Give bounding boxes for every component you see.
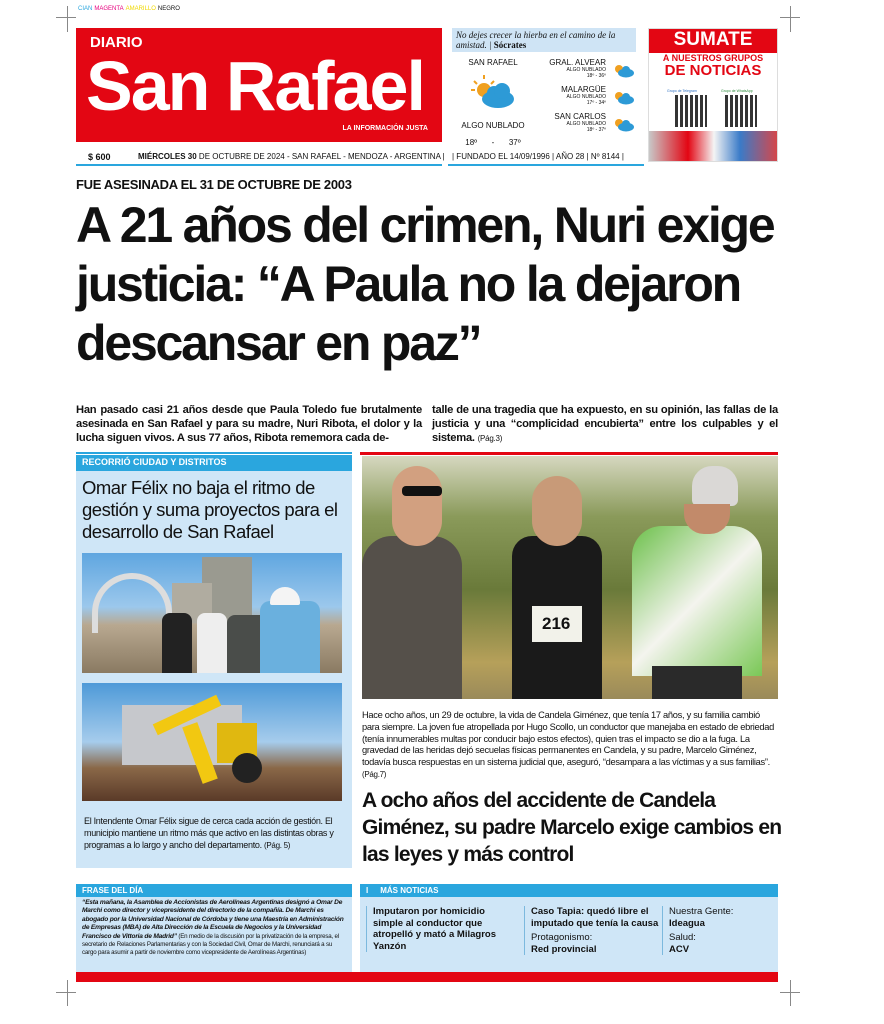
page-ref: (Pág. 5) <box>264 841 291 850</box>
crop-mark <box>790 980 791 1006</box>
left-story-title[interactable]: Omar Félix no baja el ritmo de gestión y suma proyectos para el desarrollo de San Rafael <box>82 477 338 542</box>
telegram-label: Grupo de Telegram <box>667 89 697 93</box>
more-news-sublabel: Protagonismo: <box>531 932 593 943</box>
second-story-headline[interactable]: A ocho años del accidente de Candela Giménez, su padre Marcelo exige cambios en las leyes y más control <box>362 789 782 866</box>
masthead-title: San Rafael <box>86 47 424 125</box>
more-news-sublabel: Salud: <box>669 932 696 943</box>
second-story-caption: Hace ocho años, un 29 de octubre, la vida de Candela Giménez, que tenía 17 años, y su familia cambió para siempre. La joven fue atropellada por Hugo Scollo, un conductor que manejaba en estado de ebriedad (tenía innumerables multas por conducir bajo estos efectos), quien tras el impacto se dio a la fuga. La gravedad de las heridas dejó secuelas físicas permanentes en Candela, y su padre, Marcelo Giménez, todavía busca respuestas en un sistema judicial que, aseguró, “desampara a las víctimas y a sus familias”. <box>362 710 775 768</box>
partly-cloudy-icon <box>612 116 634 132</box>
quote-of-day: No dejes crecer la hierba en el camino de la amistad. | Sócrates <box>452 28 636 52</box>
weather-city-range: 18º - 37º <box>586 127 606 133</box>
divider <box>76 164 442 166</box>
weather-city-name: GRAL. ALVEAR <box>549 58 606 67</box>
crop-mark <box>67 6 68 32</box>
more-news-item[interactable] <box>524 906 660 955</box>
more-news-item[interactable] <box>662 906 772 955</box>
weather-list <box>532 58 636 139</box>
masthead[interactable] <box>76 28 442 142</box>
crop-mark <box>790 6 791 32</box>
mas-noticias-label: MÁS NOTICIAS <box>380 886 439 895</box>
cmyk-magenta: MAGENTA <box>94 6 124 12</box>
lead-body-col2: talle de una tragedia que ha expuesto, en su opinión, las fallas de la justicia y una “complicidad encubierta” entre los culpables y el sistema. <box>432 404 778 444</box>
weather-main-max: 37º <box>508 138 521 147</box>
whatsapp-label: Grupo de WhatsApp <box>721 89 753 93</box>
weather-city <box>532 58 636 85</box>
crop-mark <box>56 992 76 993</box>
page-ref: (Pág.7) <box>362 769 387 779</box>
left-story-label: RECORRIÓ CIUDAD Y DISTRITOS <box>76 455 352 471</box>
whatsapp-qr-code[interactable] <box>725 95 757 127</box>
bib-number: 216 <box>542 614 571 633</box>
more-news-title: Imputaron por homicidio simple al conductor que atropelló y mató a Milagros Yanzón <box>373 906 496 952</box>
lead-kicker: FUE ASESINADA EL 31 DE OCTUBRE DE 2003 <box>76 177 352 192</box>
construction-photo <box>82 553 342 673</box>
backhoe-photo <box>82 683 342 801</box>
mas-noticias-header: I MÁS NOTICIAS <box>360 884 778 897</box>
weather-city-range: 17º - 34º <box>586 100 606 106</box>
weather-city-name: MALARGÜE <box>561 85 606 94</box>
more-news-label: Nuestra Gente: <box>669 906 734 917</box>
more-news-subvalue: ACV <box>669 943 690 955</box>
divider <box>448 164 644 166</box>
founded-info: | FUNDADO EL 14/09/1996 | AÑO 28 | Nº 8144 | <box>452 152 624 161</box>
weather-city-condition: ALGO NUBLADO <box>566 67 606 73</box>
cmyk-black: NEGRO <box>157 6 180 12</box>
crop-mark <box>56 17 76 18</box>
promo-subtitle: A NUESTROS GRUPOS <box>662 53 764 63</box>
frase-del-dia <box>76 884 352 972</box>
lead-headline[interactable]: A 21 años del crimen, Nuri exige justicia: “A Paula no la dejaron descansar en paz” <box>76 197 774 371</box>
more-news-value: Ideagua <box>669 917 705 929</box>
runners-photo <box>362 456 778 699</box>
frase-context: (En medio de la discusión por la privatización de la empresa, el secretario de Relaciones Parlamentarias y con la Sociedad Civil, Omar de Marchi, renunciará a su cargo para asumir a partir de noviembre como vicepresidente de Aerolíneas Argentinas) <box>82 932 339 957</box>
weather-city-name: SAN CARLOS <box>554 112 606 121</box>
weather-main-city: SAN RAFAEL <box>468 58 518 67</box>
quote-text: No dejes crecer la hierba en el camino de la amistad. <box>456 30 616 50</box>
partly-cloudy-icon <box>470 73 516 109</box>
telegram-qr-code[interactable] <box>675 95 707 127</box>
weather-city-condition: ALGO NUBLADO <box>566 94 606 100</box>
more-news-subvalue: Red provincial <box>531 943 597 955</box>
quote-author: Sócrates <box>493 40 527 50</box>
date-day: MIÉRCOLES 30 <box>138 152 197 161</box>
date-rest: DE OCTUBRE DE 2024 - SAN RAFAEL - MENDOZA - ARGENTINA | <box>198 152 445 161</box>
more-news-item[interactable] <box>366 906 516 952</box>
partly-cloudy-icon <box>612 89 634 105</box>
price: $ 600 <box>88 152 111 162</box>
left-story-caption: El Intendente Omar Félix sigue de cerca cada acción de gestión. El municipio mantiene un ritmo más que activo en las distintas obras y programas a lo largo y ancho del departamento. <box>84 816 334 850</box>
promo-subtitle2: DE NOTICIAS <box>664 62 762 79</box>
crop-mark <box>67 980 68 1006</box>
divider <box>76 452 352 454</box>
weather-main-condition: ALGO NUBLADO <box>461 121 525 130</box>
color-bar <box>78 6 182 12</box>
more-news-title: Caso Tapia: quedó libre el imputado que tenía la causa <box>531 906 659 929</box>
weather-city-range: 18º - 36º <box>586 73 606 79</box>
weather-main: SAN RAFAEL ALGO NUBLADO 18º - 37º <box>458 58 528 147</box>
cmyk-yellow: AMARILLO <box>125 6 156 12</box>
weather-city <box>532 85 636 112</box>
cmyk-cyan: CIAN <box>78 6 93 12</box>
promo-title: SUMATE <box>649 29 777 53</box>
masthead-tagline: LA INFORMACIÓN JUSTA <box>342 125 428 132</box>
weather-box <box>452 28 636 148</box>
weather-city-condition: ALGO NUBLADO <box>566 121 606 127</box>
left-story[interactable] <box>76 455 352 868</box>
masthead-pre: DIARIO <box>90 34 143 51</box>
partly-cloudy-icon <box>612 62 634 78</box>
weather-city <box>532 112 636 139</box>
footer-bar <box>76 972 778 982</box>
lead-body-col1: Han pasado casi 21 años desde que Paula Toledo fue brutalmente asesinada en San Rafael y para su madre, Nuri Ribota, el dolor y la lucha siguen vivos. A sus 77 años, Ribota rememora cada de- <box>76 404 422 444</box>
weather-main-min: 18º <box>465 138 478 147</box>
frase-quote: “Esta mañana, la Asamblea de Accionistas de Aerolíneas Argentinas designó a Omar De Marchi como director y vicepresidente del directorio de la compañía. De Marchi es abogado por la Universidad Nacional de Córdoba y tiene una Maestría en Administración de Empresas (MBA) de Alta Dirección de la Escuela de Negocios y la Universidad Francisco de Vittoria de Madrid” <box>82 899 344 940</box>
info-bar <box>76 150 778 166</box>
frase-label: FRASE DEL DÍA <box>76 884 352 897</box>
divider <box>360 452 778 455</box>
promo-whatsapp-telegram[interactable] <box>648 28 778 162</box>
mas-noticias <box>360 884 778 972</box>
page-ref: (Pág.3) <box>477 433 503 443</box>
